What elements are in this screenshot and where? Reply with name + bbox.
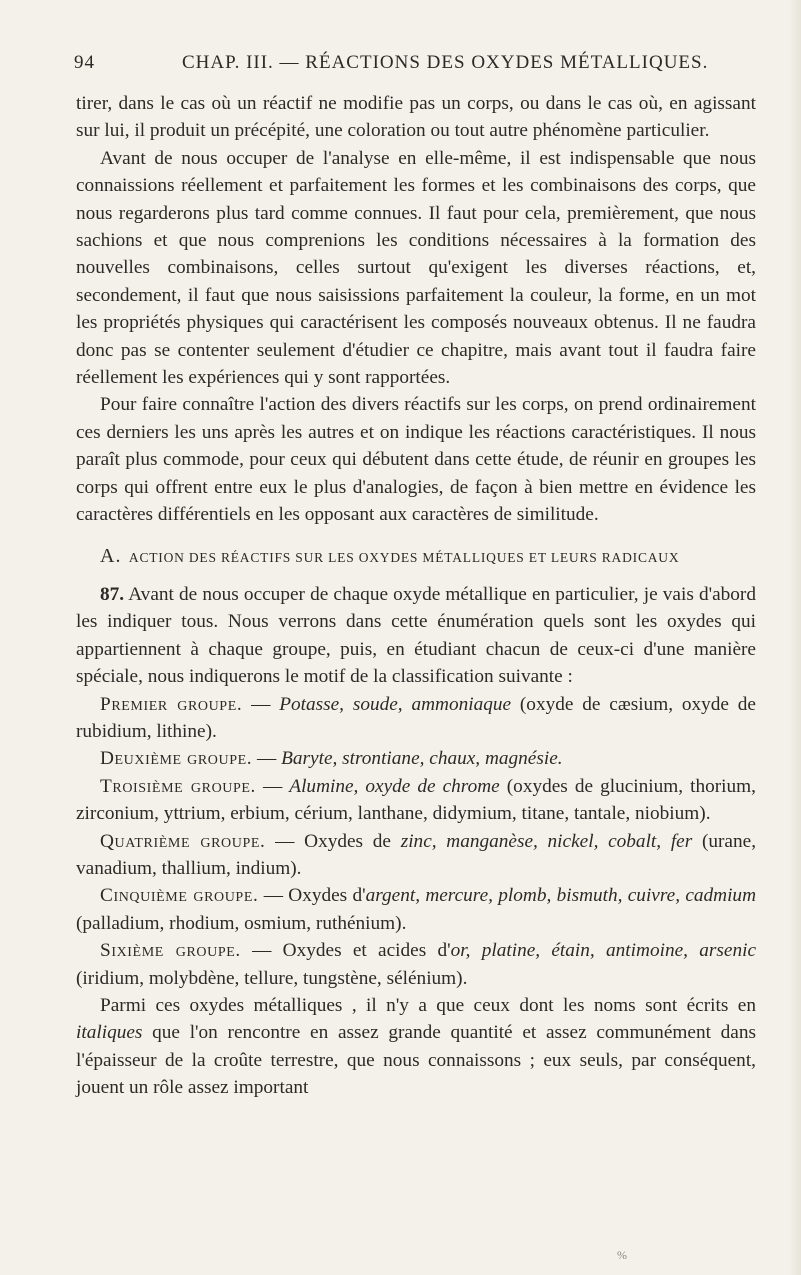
group-main: Alumine, oxyde de chrome: [289, 775, 500, 797]
final-text-before: Parmi ces oxydes métalliques , il n'y a que ceux dont les noms sont écrits en: [100, 995, 756, 1016]
final-italic-word: italiques: [76, 1022, 143, 1044]
group-main: or, platine, étain, antimoine, arsenic: [450, 940, 756, 962]
paragraph-final: [76, 992, 756, 1102]
group-label: Deuxième groupe.: [100, 748, 253, 770]
running-title: CHAP. III. — RÉACTIONS DES OXYDES MÉTALLIQUES.: [182, 52, 709, 73]
group-6: [76, 937, 756, 992]
paragraph-87-text: Avant de nous occuper de chaque oxyde métallique en particulier, je vais d'abord les indiquer tous. Nous verrons dans cette énumération quels sont les oxydes qui appartiennent à chaque groupe, puis, en étudiant chacun de ceux-ci d'une manière spéciale, nous indiquerons le motif de la classification suivante :: [76, 583, 756, 688]
group-dash: —: [263, 885, 283, 907]
section-title: ACTION DES RÉACTIFS SUR LES OXYDES MÉTALLIQUES ET LEURS RADICAUX: [128, 549, 680, 565]
group-main: Potasse, soude, ammoniaque: [279, 693, 512, 715]
group-main: argent, mercure, plomb, bismuth, cuivre, cadmium: [365, 885, 756, 907]
group-label: Troisième groupe.: [100, 775, 256, 797]
running-header: [74, 52, 774, 82]
group-2: [76, 745, 756, 772]
paragraph-reactions: Pour faire connaître l'action des divers réactifs sur les corps, on prend ordinairement ces derniers les uns après les autres et on indique les réactions caractéristiques. Il nous paraît plus commode, pour ceux qui débutent dans cette étude, de réunir en groupes les corps qui offrent entre eux le plus d'analogies, de façon à bien mettre en évidence les caractères différentiels en les opposant aux caractères de similitude.: [76, 394, 756, 526]
group-rest: (oxydes de glucinium, thorium, zirconium, yttrium, erbium, cérium, lanthane, didymium, titane, tantale, niobium).: [76, 775, 756, 825]
group-rest: (palladium, rhodium, osmium, ruthénium).: [76, 912, 407, 934]
paragraph-analysis: Avant de nous occuper de l'analyse en elle-même, il est indispensable que nous connaissions réellement et parfaitement les formes et les combinaisons des corps, que nous regarderons plus tard comme connues. Il faut pour cela, premièrement, que nous sachions et que nous comprenions les conditions nécessaires à la formation des nouvelles combinaisons, celles surtout qu'exigent les diverses réactions, et, secondement, il faut que nous saisissions parfaitement la couleur, la forme, en un mot les propriétés physiques qui caractérisent les composés nouveaux obtenus. Il ne faudra donc pas se contenter seulement d'étudier ce chapitre, mais avant tout il faudra faire réellement les expériences qui y sont rapportées.: [76, 147, 756, 389]
group-5: [76, 882, 756, 937]
section-letter: A.: [100, 544, 122, 567]
group-label: Cinquième groupe.: [100, 885, 259, 907]
group-main: zinc, manganèse, nickel, cobalt, fer: [400, 830, 693, 852]
group-4: [76, 828, 756, 883]
group-label: Sixième groupe.: [100, 940, 241, 962]
group-dash: —: [257, 748, 277, 770]
group-prefix: Oxydes d': [288, 885, 366, 907]
group-label: Premier groupe.: [100, 693, 243, 715]
group-rest: (oxyde de cæsium, oxyde de rubidium, lithine).: [76, 693, 756, 742]
group-dash: —: [275, 830, 295, 852]
paragraph-87: [76, 581, 756, 691]
final-text-after: que l'on rencontre en assez grande quantité et assez communément dans l'épaisseur de la croûte terrestre, que nous connaissons ; eux seuls, par conséquent, jouent un rôle assez important: [76, 1022, 756, 1099]
group-1: [76, 691, 756, 746]
group-dash: —: [262, 775, 283, 797]
group-prefix: Oxydes et acides d': [282, 940, 451, 962]
group-dash: —: [252, 940, 272, 962]
page-number: 94: [74, 52, 95, 73]
paragraph-continuation: tirer, dans le cas où un réactif ne modifie pas un corps, ou dans le cas où, en agissant sur lui, il produit un précépité, une coloration ou tout autre phénomène particulier.: [76, 93, 756, 142]
footer-mark: %: [617, 1248, 627, 1262]
group-dash: —: [251, 693, 271, 715]
group-3: [76, 773, 756, 828]
page-body: [76, 90, 756, 1102]
group-rest: (urane, vanadium, thallium, indium).: [76, 830, 757, 879]
group-rest: (iridium, molybdène, tellure, tungstène, sélénium).: [76, 967, 468, 989]
section-heading: [76, 543, 756, 571]
group-main: Baryte, strontiane, chaux, magnésie.: [281, 748, 563, 770]
page-edge-shadow: [789, 0, 801, 1275]
group-label: Quatrième groupe.: [100, 830, 266, 852]
group-prefix: Oxydes de: [304, 830, 391, 852]
paragraph-number: 87.: [100, 583, 125, 605]
